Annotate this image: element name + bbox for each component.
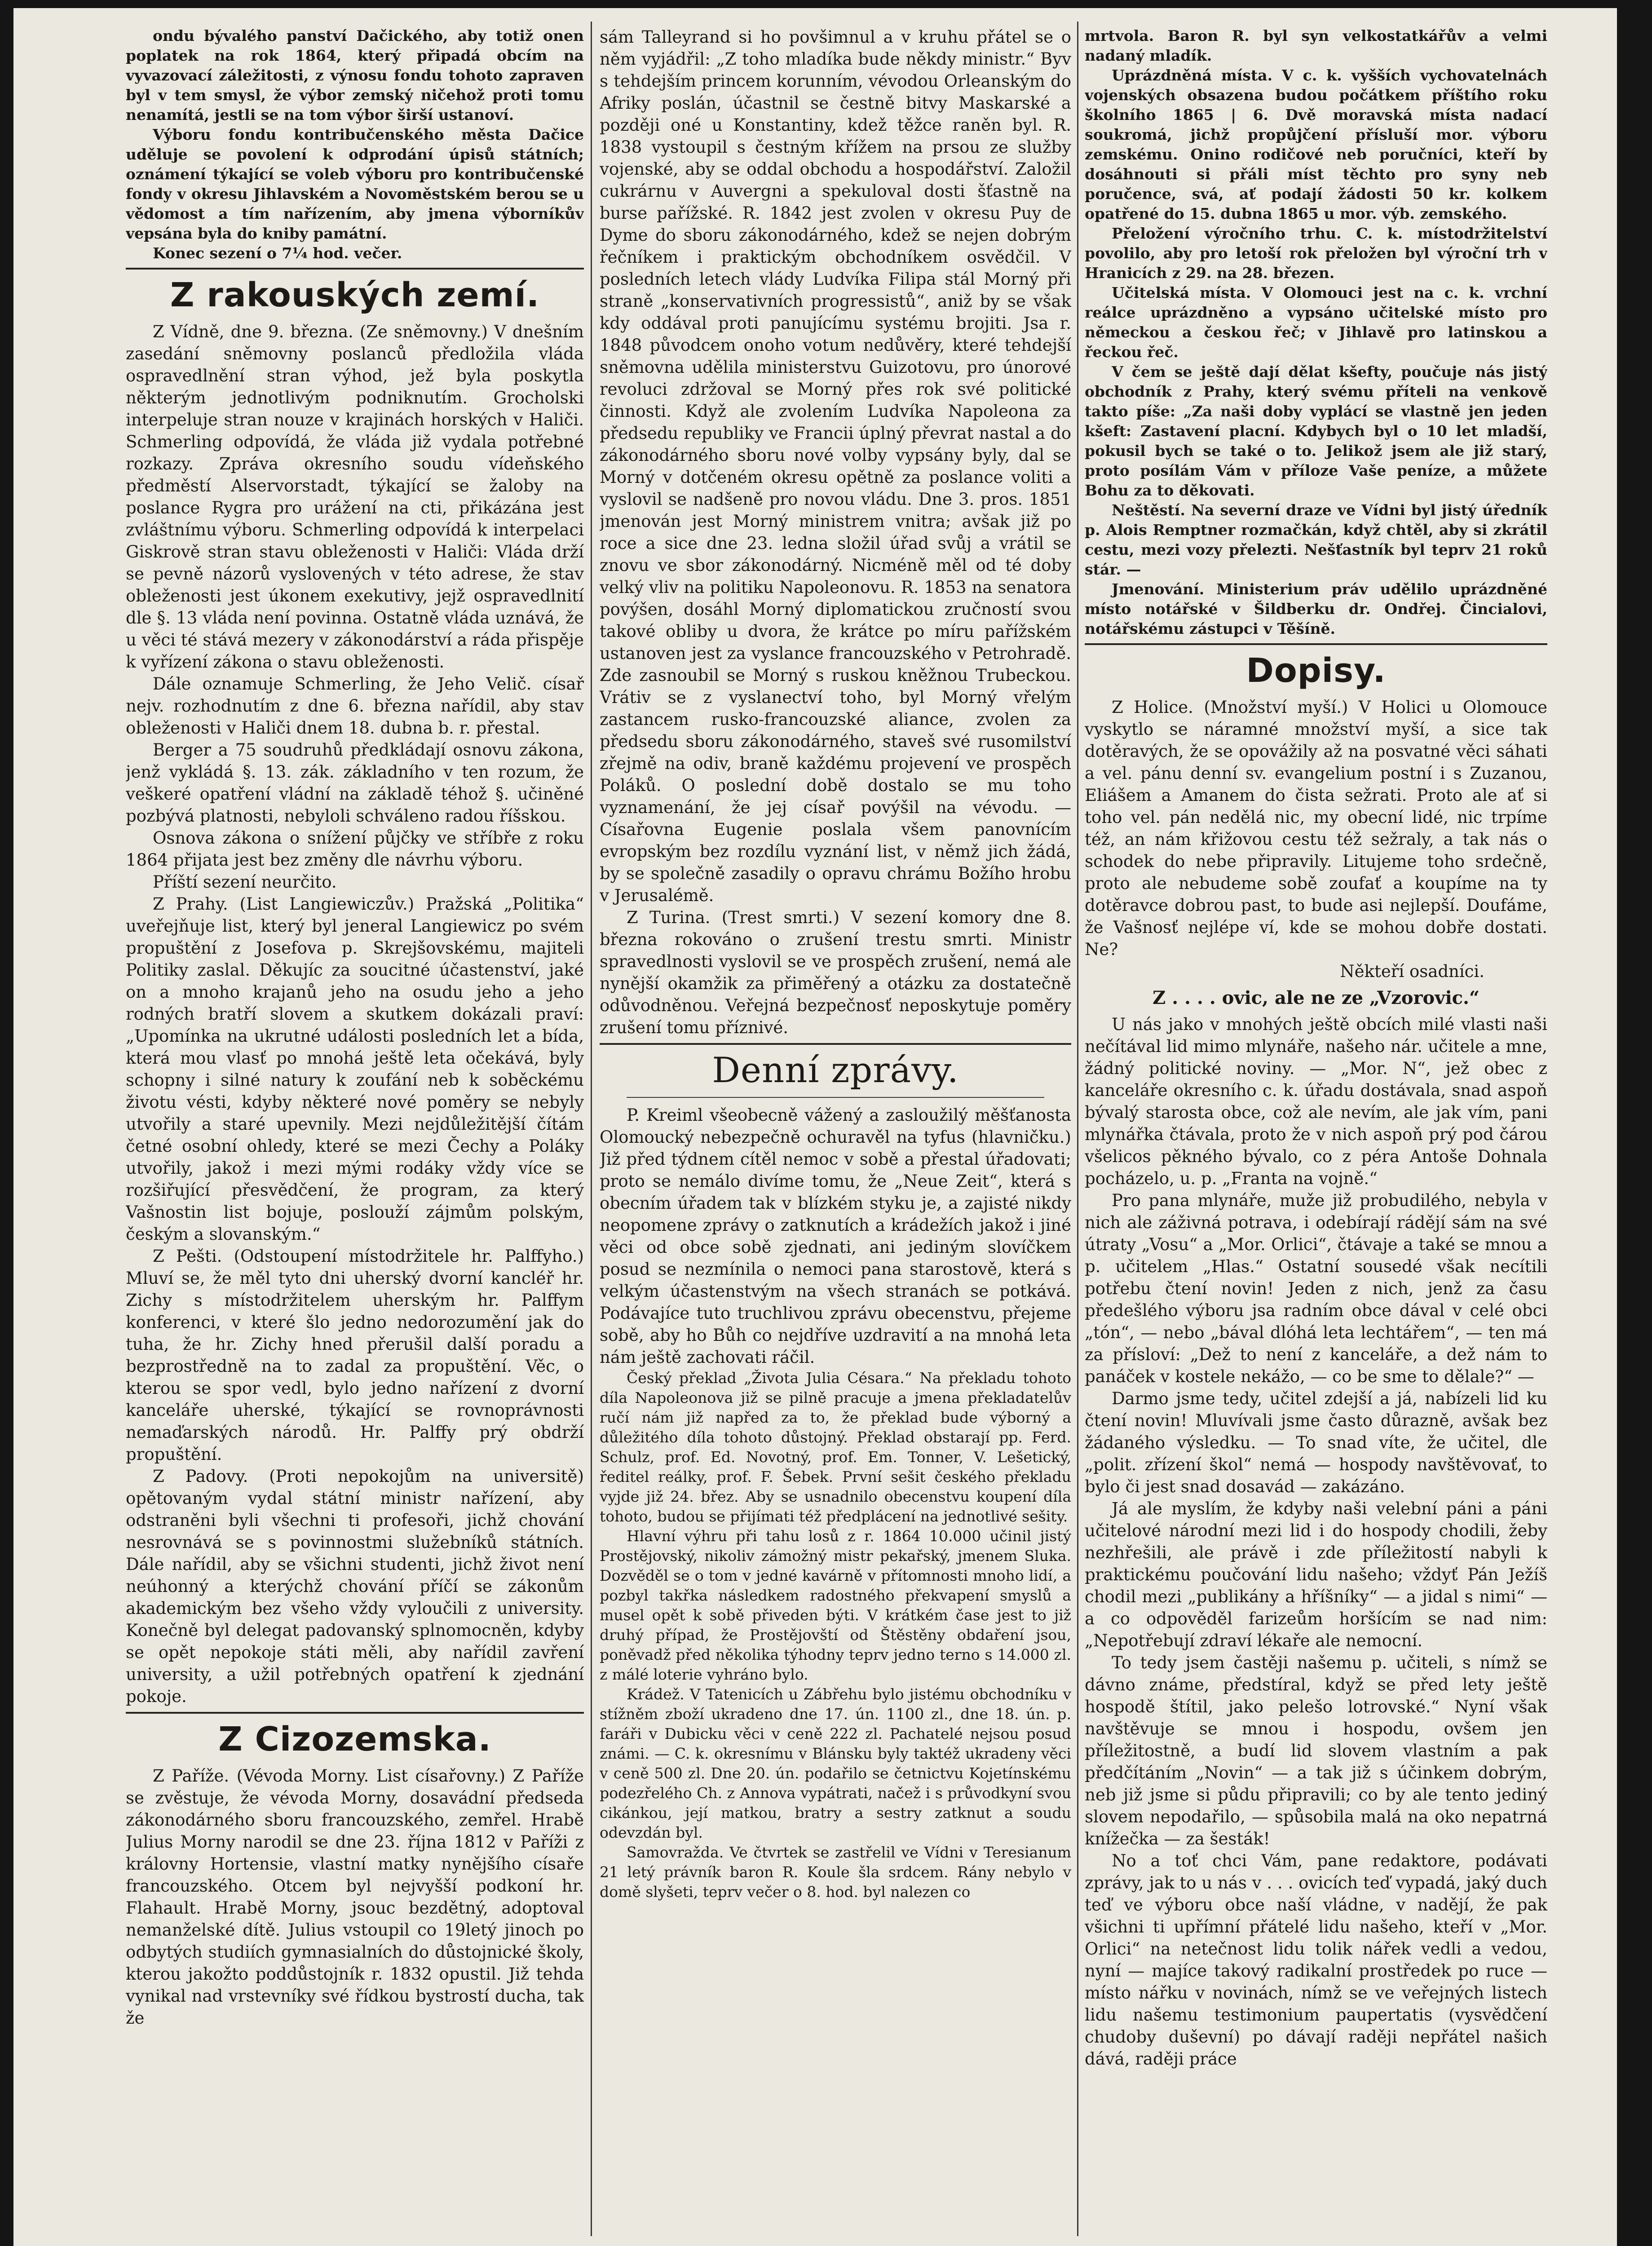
paragraph: Dále oznamuje Schmerling, že Jeho Velič. císař nejv. rozhodnutím z dne 6. března nařídil, aby stav obleženosti v Haliči dnem 18. dubna b. r. přestal. xyxy=(126,674,584,738)
paragraph: mrtvola. Baron R. byl syn velkostatkářův a velmi nadaný mladík. xyxy=(1085,27,1547,64)
section-divider xyxy=(600,1043,1071,1045)
news-item: Hlavní výhru při tahu losů z r. 1864 10.000 učinil jistý Prostějovský, nikoliv zámožný mistr pekařský, jmenem Sluka. Dozvěděl se o tom v jedné kavárně v přítomnosti mnoho lidí, a pozbyl takřka následkem radostného překvapení smyslů a musel opět k sobě přiveden býti. V krátkém čase jest to již druhý případ, že Prostějovští od Štěstěny obdaření jsou, poněvadž před několika týhodny teprv jedno terno s 14.000 zl. z málé loterie vyhráno bylo. xyxy=(600,1527,1071,1683)
news-item: Krádež. V Tatenicích u Zábřehu bylo jistému obchodníku v stížněm zboží ukradeno dne 17. ún. 1100 zl., dne 18. ún. p. faráři v Dubicku věci v ceně 222 zl. Pachatelé nejsou posud známi. — C. k. okresnímu v Blánsku byly taktéž ukradeny věci v ceně 500 zl. Dne 20. ún. podařilo se četnictvu Kojetínskému podezřelého Ch. z Annova vypátrati, načež i s průvodkyní svou cikánkou, její matkou, bratry a sestry zatknut a soudu odevzdán byl. xyxy=(600,1685,1071,1841)
letter-heading: Z . . . . ovic, ale ne ze „Vzorovic.“ xyxy=(1153,987,1480,1008)
news-item: Český překlad „Života Julia Césara.“ Na překladu tohoto díla Napoleonova již se pilně pracuje a jmena překladatelův ručí nám již napřed za to, že překlad bude výborný a důležitého díla tohoto důstojný. Překlad obstarají pp. Ferd. Schulz, prof. Ed. Novotný, prof. Em. Tonner, V. Lešetický, ředitel reálky, prof. F. Šebek. První sešit českého překladu vyjde již 24. břez. Aby se usnadnilo obecenstvu koupení díla tohoto, budou se přijímati též předplácení na jednotlivé sešity. xyxy=(600,1369,1071,1525)
letter-signature: Někteří osadníci. xyxy=(1340,962,1484,981)
paragraph: Jmenování. Ministerium práv udělilo uprázdněné místo notářské v Šildberku dr. Ondřej. Čincialovi, notářskému zástupci v Těšíně. xyxy=(1085,580,1547,637)
paragraph: Příští sezení neurčito. xyxy=(153,872,337,892)
paragraph: Já ale myslím, že kdyby naši velební páni a páni učitelové národní mezi lid i do hospody chodili, žeby nezhřešili, ale právě i zde příležitostí nabyli k praktickému poučování lidu našeho; vždyť Pán Ježíš chodil mezi „publikány a hříšníky“ — a jidal s nimi“ — a co odpověděl farizeům horšícím se nad nim: „Nepotřebují zdraví lékaře ale nemocní. xyxy=(1085,1499,1547,1650)
paragraph: Konec sezení o 7¼ hod. večer. xyxy=(153,244,402,262)
news-item: P. Kreiml všeobecně vážený a zasloužilý měšťanosta Olomoucký nebezpečně ochuravěl na tyfus (hlavničku.) Již před týdnem cítěl nemoc v sobě a přestal úřadovati; proto se nemálo divíme tomu, že „Neue Zeit“, která s obecním úřadem tak v blízkém styku je, a zajisté nikdy neopomene zprávy o zatknutích a krádežích jakož i jiné věci od obce sobě zjednati, ani jediným slovíčkem posud se nezmínila o nemoci pana starostově, která s velkým účastenstvým na všech stranách se potkává. Podávajíce tuto truchlivou zprávu obecenstvu, přejeme sobě, aby ho Bůh co nejdříve uzdravití a na mnohá leta nám ještě zachovati ráčil. xyxy=(600,1105,1071,1367)
column-3 xyxy=(1085,26,1547,2227)
heading-underline xyxy=(627,1097,1044,1098)
section-heading: Z Cizozemska. xyxy=(218,1720,491,1759)
paragraph: Z Turina. (Trest smrti.) V sezení komory dne 8. března rokováno o zrušení trestu smrti. Ministr spravedlnosti vyslovil se ve prospěch zrušení, nemá ale nynější okamžik za přiměřený a otázku za dostatečně odůvodněnou. Veřejná bezpečnosť neposkytuje poměry zrušení tomu příznivé. xyxy=(600,908,1071,1037)
paragraph: To tedy jsem častěji našemu p. učiteli, s nímž se dávno známe, předstíral, když se před lety ještě hospodě štítil, jako pelešo lotrovské.“ Nyní však navštěvuje se mnou i hospodu, ovšem jen příležitostně, a budí lid slovem vlastním a pak předčítáním „Novin“ — a tak již s účinkem dobrým, neb již jsme si půdu připravili; co by ale tento jediný slovem nepodařilo, — spůsobila malá na oko nepatrná knížečka — za šesták! xyxy=(1085,1653,1547,1848)
paragraph: Neštěstí. Na severní draze ve Vídni byl jistý úředník p. Alois Remptner rozmačkán, když chtěl, aby si zkrátil cestu, mezi vozy přelezti. Nešťastník byl teprv 21 roků stár. — xyxy=(1085,501,1547,578)
section-divider xyxy=(1085,643,1547,645)
paragraph: Berger a 75 soudruhů předkládají osnovu zákona, jenž vykládá §. 13. zák. základního v ten rozum, že veškeré opatření vládní na základě téhož §. učiněné pozbývá platnosti, nebyloli schváleno radou říšskou. xyxy=(126,740,584,826)
paragraph: Z Paříže. (Vévoda Morny. List císařovny.) Z Paříže se zvěstuje, že vévoda Morny, dosavádní předseda zákonodárného sboru francouzského, zemřel. Hrabě Julius Morny narodil se dne 23. října 1812 v Paříži z královny Hortensie, vlastní matky nynějšího císaře francouzského. Otcem byl nejvyšší podkoní hr. Flahault. Hrabě Morny, jsouc bezdětný, adoptoval nemanželské dítě. Julius vstoupil co 19letý jinoch po odbytých studiích gymnasialních do důstojnické školy, kterou jakožto poddůstojník r. 1832 opustil. Již tehda vynikal nad vrstevníky své řídkou bystrostí ducha, tak že xyxy=(126,1766,584,2028)
section-heading: Denní zprávy. xyxy=(712,1050,959,1091)
news-item: Samovražda. Ve čtvrtek se zastřelil ve Vídni v Teresianum 21 letý právník baron R. Koule šla srdcem. Rány nebylo v domě slyšeti, teprv večer o 8. hod. byl nalezen co xyxy=(600,1844,1071,1901)
column-divider xyxy=(591,22,592,2236)
column-1 xyxy=(126,26,584,2227)
paragraph: sám Talleyrand si ho povšimnul a v kruhu přátel se o něm vyjádřil: „Z toho mladíka bude někdy ministr.“ Byv s tehdejším princem korunním, vévodou Orleanským do Afriky poslán, účastnil se čestně bitvy Maskarské a později oné u Konstantiny, kdež těžce raněn byl. R. 1838 vystoupil s čestným křížem na prsou ze služby vojenské, aby se oddal obchodu a hospodářství. Založil cukrárnu v Auvergni a spekuloval dosti šťastně na burse pařížské. R. 1842 jest zvolen v okresu Puy de Dyme do sboru zákonodárného, kdež se nejen dobrým řečníkem i praktickým obchodníkem osvědčil. V posledních letech vlády Ludvíka Filipa stál Morný při straně „konservativních progressistů“, aniž by se však kdy oddával proti panujícímu systému brojiti. Jsa r. 1848 původcem onoho votum nedůvěry, které tehdejší sněmovna udělila ministerstvu Guizotovu, pro únorové revoluci zdržoval se Morný přes rok své politické činnosti. Když ale zvolením Ludvíka Napoleona za předsedu republiky ve Francii úplný převrat nastal a do zákonodárného sboru nové volby vypsány byly, dal se Morný v dotčeném okresu opětně za poslance voliti a vyslovil se nadšeně pro novou vládu. Dne 3. pros. 1851 jmenován jest Morný ministrem vnitra; avšak již po roce a sice dne 23. ledna složil úřad svůj a vrátil se znovu ve sbor zákonodárný. Nicméně měl od té doby velký vliv na politiku Napoleonovu. R. 1853 na senatora povýšen, dosáhl Morný diplomatickou zručností svou takové obliby u dvora, že krátce po míru pařížském ustanoven jest za vyslance francouzského v Petrohradě. Zde zasnoubil se Morný s ruskou kněžnou Trubeckou. Vrátiv se z vyslanectví toho, byl Morný vřelým zastancem rusko-francouzské aliance, zvolen za předsedu sboru zákonodárného, staveš své rusomilství zřejmě na odiv, braně každému projevení ve prospěch Poláků. O poslední době dostalo se mu toho vyznamenání, že jej císař povýšil na vévodu. — Císařovna Eugenie poslala všem panovnícím evropským bez rozdílu vyznání list, v němž jich žádá, by se společně zasadily o opravu chrámu Božího hrobu v Jerusalémě. xyxy=(600,27,1071,905)
section-heading: Z rakouských zemí. xyxy=(170,276,540,314)
letter: Z Holice. (Množství myší.) V Holici u Olomouce vyskytlo se náramné množství myší, a sice tak dotěravých, že se opovážily až na posvatné věci sáhati a vel. pánu denní sv. evangelium postní i s Zuzanou, Eliášem a Amanem do čista sežrati. Proto ale ať si toho vel. pán nedělá nic, my obecní lidé, nic trpíme též, an nám křižovou cestu též sežraly, a tak nás o schodek do nebe připravily. Litujeme toho srdečně, proto ale nebudeme sobě zoufať a koupíme na ty dotěravce dobrou past, to bude asi nejlepší. Doufáme, že Vašnosť nejlépe ví, kde se mohou dobře dostati. Ne? xyxy=(1085,698,1547,959)
paragraph: Darmo jsme tedy, učitel zdejší a já, nabízeli lid ku čtení novin! Mluvívali jsme často důrazně, avšak bez žádaného výsledku. — To snad víte, že učitel, dle „polit. zřízení škol“ nemá — hospody navštěvovať, to bylo či jest snad dosavád — zakázáno. xyxy=(1085,1389,1547,1496)
paragraph: No a toť chci Vám, pane redaktore, podávati zprávy, jak to u nás v . . . ovicích teď vypadá, jaký duch teď ve výboru obce naší vládne, v nadějí, že pak všichni ti upřímní přátelé lidu našeho, kteří v „Mor. Orlici“ na netečnost lidu tolik nářek vedli a vedou, nyní — majíce takový radikalní prostředek po ruce — místo nářku v novinách, nímž se ve veřejných listech lidu našemu testimonium paupertatis (vysvědčení chudoby duševní) po dávají raději nepřátel našich dává, raději práce xyxy=(1085,1851,1547,2069)
newspaper-page xyxy=(13,8,1617,2246)
paragraph: U nás jako v mnohých ještě obcích milé vlasti naši nečítával lid mimo mlynáře, našeho nár. učitele a mne, žádný politické noviny. — „Mor. N“, jež obec z kanceláře okresního c. k. úřadu dostávala, snad aspoň bývalý starosta obce, což ale nevím, ale jak vím, pani mlynářka čtávala, proto že v nich aspoň prý pod čárou všelicos pěkného bývalo, co z péra Antoše Dohnala pocházelo, u. p. „Franta na vojně.“ xyxy=(1085,1015,1547,1188)
column-2 xyxy=(600,26,1071,2227)
paragraph: Z Prahy. (List Langiewiczův.) Pražská „Politika“ uveřejňuje list, který byl jeneral Langiewicz po svém propuštění z Josefova p. Skrejšovskému, majiteli Politiky zaslal. Děkujíc za soucitné účastenství, jaké on a mnoho krajanů jeho na osudu jeho a jeho rodných bratří slovem a skutkem dokázali praví: „Upomínka na ukrutné události posledních let a bída, která mou vlasť po mnohá ještě leta očekává, byly schopny i silné natury k zoufání neb k soběckému životu vésti, kdyby některé nové poměry se nebyly utvořily a staré upevnily. Mezi nejdůležitější čítám četné osobní ohledy, které se mezi Čechy a Poláky utvořily, jakož i mezi mými rodáky vždy více se rozšiřující přesvědčení, že program, za který Vašnostin list bojuje, poslouží zájmům polským, českým a slovanským.“ xyxy=(126,894,584,1244)
paragraph: V čem se ještě dají dělat kšefty, poučuje nás jistý obchodník z Prahy, který svému příteli na venkově takto píše: „Za naši doby vyplácí se vlastně jen jeden kšeft: Zastavení placní. Kdybych byl o 10 let mladší, pokusil bych se také o to. Jelikož jsem ale již starý, proto posílám Vám v příloze Vaše peníze, a můžete Bohu za to děkovati. xyxy=(1085,363,1547,499)
paragraph: ondu bývalého panství Dačického, aby totiž onen poplatek na rok 1864, který připadá obcím na vyvazovací záležitosti, z výnosu fondu tohoto zapraven byl v tem smysl, že výbor zemský ničehož proti tomu nenamítá, jestli se na tom výbor širší ustanoví. xyxy=(126,27,584,124)
column-divider xyxy=(1077,22,1078,2236)
paragraph: Z Padovy. (Proti nepokojům na universitě) opětovaným vydal státní ministr nařízení, aby odstraněni byli všechni ti profesoři, jichž chování nesrovnává se s povinnostmi služebníků státních. Dále nařídil, aby se všichni studenti, jichž život není neúhonný a kterýchž chování příčí se zákonům akademickým bez všeho vždy vyloučili z university. Konečně byl delegat padovanský splnomocněn, kdyby se opět nepokoje státi měli, aby nařídil zavření university, a užil potřebných opatření k zjednání pokoje. xyxy=(126,1467,584,1706)
section-heading: Dopisy. xyxy=(1246,651,1386,690)
paragraph: Učitelská místa. V Olomouci jest na c. k. vrchní reálce uprázdněno a vypsáno učitelské místo pro německou a českou řeč; v Jihlavě pro latinskou a řeckou řeč. xyxy=(1085,284,1547,361)
paragraph: Uprázdněná místa. V c. k. vyšších vychovatelnách vojenských obsazena budou počátkem příštího roku školního 1865 | 6. Dvě moravská místa nadací soukromá, jichž propůjčení přísluší mor. výboru zemskému. Onino rodičové neb poručníci, kteří by dosáhnouti si přáli míst těchto pro syny neb poručence, svá, ať podají žádosti 50 kr. kolkem opatřené do 15. dubna 1865 u mor. výb. zemského. xyxy=(1085,66,1547,222)
paragraph: Výboru fondu kontribučenského města Dačice uděluje se povolení k odprodání úpisů státních; oznámení týkající se voleb výboru pro kontribučenské fondy v okresu Jihlavském a Novoměstském berou se u vědomost a tím nařízením, aby jmena výborníkův vepsána byla do kniby památní. xyxy=(126,126,584,242)
paragraph: Pro pana mlynáře, muže již probudilého, nebyla v nich ale záživná potrava, i odebírají rádějí sám na své útraty „Vosu“ a „Mor. Orlici“, čtávaje a také se mnou a p. učitelem „Hlas.“ Ostatní sousedé však necítili potřebu čtení novin! Jeden z nich, jenž za času předešlého výboru jsa radním obce dával v celé obci „tón“, — nebo „bával dlóhá leta lechtářem“, — ten má za přísloví: „Dež to není z kanceláře, a dež nám to panáček v kostele nekážo, — co be sme to dělale?“ — xyxy=(1085,1191,1547,1386)
section-divider xyxy=(126,268,584,270)
section-divider xyxy=(126,1712,584,1714)
paragraph: Z Pešti. (Odstoupení místodržitele hr. Palffyho.) Mluví se, že měl tyto dni uherský dvorní kancléř hr. Zichy s místodržitelem uherským hr. Palffym konferenci, v které šlo jedno nedorozumění jak do tuha, že hr. Zichy hned přerušil další poradu a bezprostředně na to zadal za propuštění. Věc, o kterou se spor vedl, bylo jedno nařízení z dvorní kanceláře uherské, týkající se rovnoprávnosti nemaďarských národů. Hr. Palffy prý obdrží propuštění. xyxy=(126,1247,584,1464)
paragraph: Z Vídně, dne 9. března. (Ze sněmovny.) V dnešním zasedání sněmovny poslanců předložila vláda ospravedlnění stran výhod, jež byla poskytla některým jednotlivým podniknutím. Grocholski interpeluje stran nouze v krajinách horských v Haliči. Schmerling odpovídá, že vláda již vydala potřebné rozkazy. Zpráva okresního soudu vídeňského předměstí Alservorstadt, týkající se žaloby na poslance Rygra pro urážení na cti, přikázána jest zvláštnímu výboru. Schmerling odpovídá k interpelaci Giskrově stran stavu obleženosti v Haliči: Vláda drží se pevně názorů vyslovených v této adrese, že stav obleženosti jest úkonem exekutivy, jejž ospravedlnití dle §. 13 vláda není povinna. Ostatně vláda uznává, že u věci té stává mezery v zákonodárství a ráda přispěje k vyřízení zákona o stavu obleženosti. xyxy=(126,322,584,672)
paragraph: Osnova zákona o snížení půjčky ve stříbře z roku 1864 přijata jest bez změny dle návrhu výboru. xyxy=(126,828,584,870)
paragraph: Přeložení výročního trhu. C. k. místodržitelství povolilo, aby pro letoší rok přeložen byl výroční trh v Hranicích z 29. na 28. březen. xyxy=(1085,225,1547,282)
